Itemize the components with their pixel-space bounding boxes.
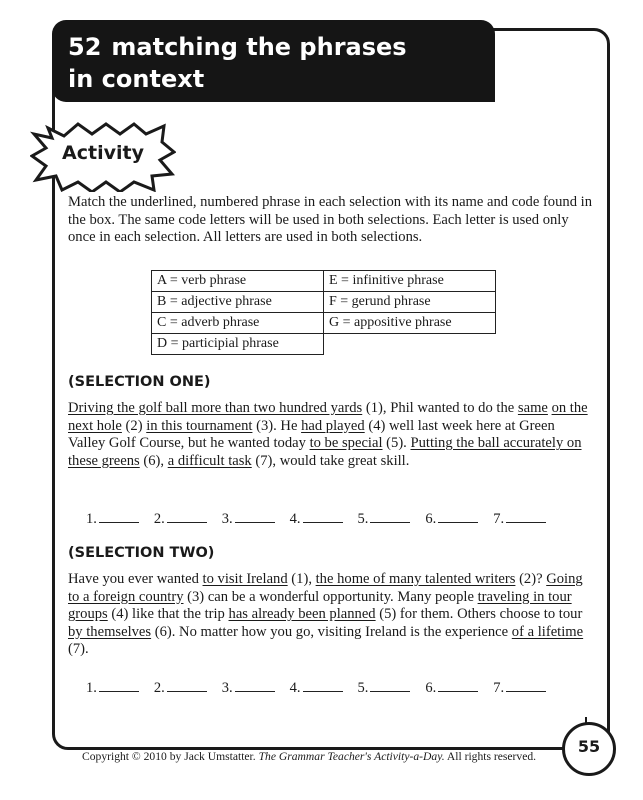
code-cell: E = infinitive phrase bbox=[324, 271, 496, 292]
code-cell-empty bbox=[324, 334, 496, 355]
selection-two-answers bbox=[86, 679, 561, 697]
code-table bbox=[151, 270, 496, 355]
answer-label: 6. bbox=[425, 511, 437, 527]
passage-text: (6). No matter how you go, visiting Ireland is the experience bbox=[151, 623, 512, 640]
answer-label: 1. bbox=[86, 680, 97, 696]
answer-item bbox=[358, 510, 411, 528]
passage-text: (3) can be a wonderful opportunity. Many people bbox=[183, 588, 478, 605]
answer-item bbox=[86, 679, 139, 697]
answer-blank[interactable] bbox=[235, 679, 275, 692]
passage-text: (6), bbox=[139, 452, 168, 469]
footer-rights: All rights reserved. bbox=[444, 750, 537, 763]
code-row bbox=[152, 313, 496, 334]
underlined-phrase: had played bbox=[301, 417, 365, 434]
page-number: 55 bbox=[577, 737, 601, 756]
passage-text: (4) well last week here at Green Valley Golf Course, but he wanted today bbox=[68, 417, 555, 451]
answer-label: 6. bbox=[425, 680, 437, 696]
answer-blank[interactable] bbox=[167, 510, 207, 523]
answer-item bbox=[290, 679, 343, 697]
footer-copyright: Copyright © 2010 by Jack Umstatter. bbox=[82, 750, 259, 763]
answer-blank[interactable] bbox=[506, 510, 546, 523]
passage-text: (5). bbox=[382, 435, 411, 451]
answer-label: 1. bbox=[86, 511, 97, 527]
answer-label: 7. bbox=[493, 511, 505, 527]
selection-one-passage bbox=[68, 400, 588, 470]
footer-book-title: The Grammar Teacher's Activity-a-Day. bbox=[258, 750, 445, 763]
passage-text: (1), Phil wanted to do the bbox=[362, 400, 518, 416]
code-cell: B = adjective phrase bbox=[152, 292, 324, 313]
answer-blank[interactable] bbox=[506, 679, 546, 692]
passage-text: Have you ever wanted bbox=[68, 571, 203, 587]
footer bbox=[82, 750, 562, 763]
selection-one-heading: (SELECTION ONE) bbox=[68, 374, 211, 390]
answer-label: 4. bbox=[289, 680, 301, 696]
answer-blank[interactable] bbox=[438, 510, 478, 523]
answer-item bbox=[222, 679, 275, 697]
code-cell: D = participial phrase bbox=[152, 334, 324, 355]
code-cell: F = gerund phrase bbox=[324, 292, 496, 313]
passage-text: (4) like that the trip bbox=[107, 606, 229, 622]
passage-text: (2)? bbox=[515, 571, 547, 587]
passage-text: (3). He bbox=[252, 417, 302, 434]
answer-blank[interactable] bbox=[438, 679, 478, 692]
instructions: Match the underlined, numbered phrase in each selection with its name and code found in the box. The same code letters will be used in both selections. Each letter is used only once in each selection. All letters are used in both selections. bbox=[68, 194, 592, 245]
underlined-phrase: on the next hole bbox=[68, 400, 588, 434]
answer-label: 5. bbox=[357, 680, 369, 696]
underlined-phrase: a difficult task bbox=[167, 452, 252, 469]
passage-text: (7), would take great skill. bbox=[251, 452, 410, 469]
title-line-1: matching the phrases bbox=[111, 33, 407, 61]
title-banner bbox=[52, 20, 495, 102]
answer-label: 2. bbox=[153, 680, 165, 696]
answer-blank[interactable] bbox=[370, 510, 410, 523]
page-number-badge bbox=[562, 722, 616, 776]
answer-item bbox=[222, 510, 275, 528]
underlined-phrase: in this tournament bbox=[146, 417, 253, 434]
code-cell: G = appositive phrase bbox=[324, 313, 496, 334]
answer-item bbox=[358, 679, 411, 697]
passage-text: (5) for them. Others choose to tour bbox=[375, 606, 583, 622]
answer-label: 2. bbox=[153, 511, 165, 527]
answer-blank[interactable] bbox=[167, 679, 207, 692]
code-cell: C = adverb phrase bbox=[152, 313, 324, 334]
passage-text: (7). bbox=[68, 641, 89, 657]
answer-item bbox=[290, 510, 343, 528]
answer-label: 3. bbox=[221, 511, 233, 527]
underlined-phrase: same bbox=[517, 400, 548, 416]
underlined-phrase: to visit Ireland bbox=[202, 571, 288, 587]
answer-item bbox=[493, 679, 546, 697]
answer-item bbox=[86, 510, 139, 528]
underlined-phrase: Driving the golf ball more than two hundred yards bbox=[68, 400, 363, 416]
answer-blank[interactable] bbox=[370, 679, 410, 692]
underlined-phrase: has already been planned bbox=[228, 606, 376, 622]
answer-label: 3. bbox=[221, 680, 233, 696]
code-cell: A = verb phrase bbox=[152, 271, 324, 292]
underlined-phrase: Going to a foreign country bbox=[68, 571, 583, 605]
passage-text: (2) bbox=[121, 417, 147, 434]
answer-item bbox=[154, 679, 207, 697]
activity-label: Activity bbox=[62, 142, 144, 164]
passage-text: (1), bbox=[287, 571, 316, 587]
title-line-2: in context bbox=[68, 65, 205, 93]
answer-blank[interactable] bbox=[99, 679, 139, 692]
underlined-phrase: Putting the ball accurately on these greens bbox=[68, 435, 582, 469]
answer-label: 4. bbox=[289, 511, 301, 527]
code-row bbox=[152, 271, 496, 292]
selection-one-answers bbox=[86, 510, 561, 528]
selection-two-passage bbox=[68, 571, 588, 659]
page-title bbox=[68, 31, 407, 95]
underlined-phrase: of a lifetime bbox=[511, 623, 584, 640]
code-row bbox=[152, 334, 496, 355]
answer-item bbox=[154, 510, 207, 528]
answer-blank[interactable] bbox=[235, 510, 275, 523]
underlined-phrase: by themselves bbox=[68, 623, 152, 640]
answer-blank[interactable] bbox=[303, 679, 343, 692]
selection-two-heading: (SELECTION TWO) bbox=[68, 545, 215, 561]
answer-blank[interactable] bbox=[303, 510, 343, 523]
answer-blank[interactable] bbox=[99, 510, 139, 523]
answer-label: 7. bbox=[493, 680, 505, 696]
answer-item bbox=[425, 510, 478, 528]
answer-item bbox=[493, 510, 546, 528]
code-row bbox=[152, 292, 496, 313]
underlined-phrase: to be special bbox=[309, 435, 383, 451]
answer-label: 5. bbox=[357, 511, 369, 527]
answer-item bbox=[425, 679, 478, 697]
lesson-number: 52 bbox=[68, 33, 102, 61]
underlined-phrase: traveling in tour groups bbox=[68, 588, 572, 622]
underlined-phrase: the home of many talented writers bbox=[315, 571, 516, 587]
